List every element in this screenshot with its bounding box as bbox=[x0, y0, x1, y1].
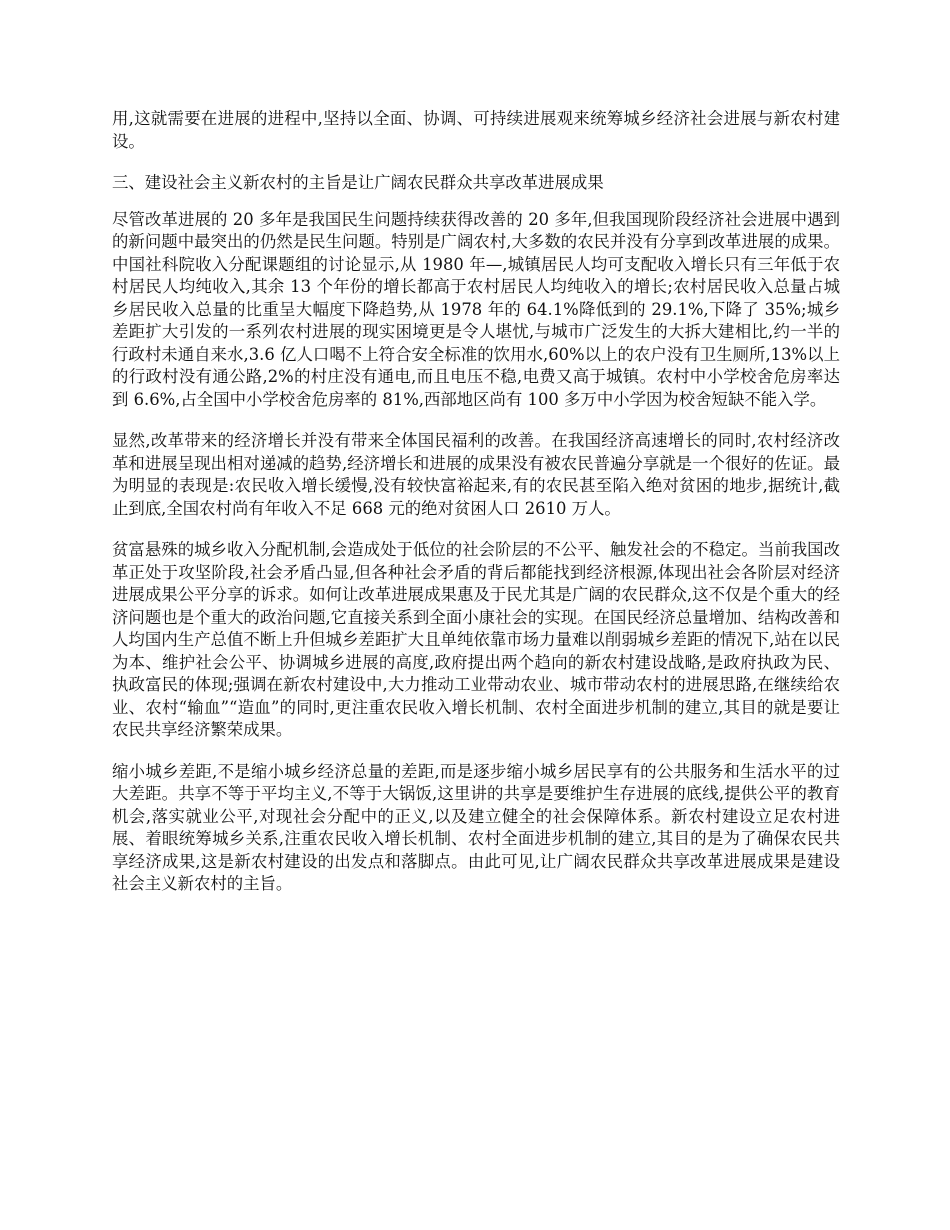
body-paragraph-3: 贫富悬殊的城乡收入分配机制,会造成处于低位的社会阶层的不公平、触发社会的不稳定。当前我国改革正处于攻坚阶段,社会矛盾凸显,但各种社会矛盾的背后都能找到经济根源,体现出社会各阶层对经济进展成果公平分享的诉求。如何让改革进展成果惠及于民尤其是广阔的农民群众,这不仅是个重大的经济问题也是个重大的政治问题,它直接关系到全面小康社会的实现。在国民经济总量增加、结构改善和人均国内生产总值不断上升但城乡差距扩大且单纯依靠市场力量难以削弱城乡差距的情况下,站在以民为本、维护社会公平、协调城乡进展的高度,政府提出两个趋向的新农村建设战略,是政府执政为民、执政富民的体现;强调在新农村建设中,大力推动工业带动农业、城市带动农村的进展思路,在继续给农业、农村“输血”“造血”的同时,更注重农民收入增长机制、农村全面进步机制的建立,其目的就是要让农民共享经济繁荣成果。 bbox=[112, 540, 840, 739]
continuation-paragraph: 用,这就需要在进展的进程中,坚持以全面、协调、可持续进展观来统筹城乡经济社会进展与新农村建设。 bbox=[112, 109, 840, 151]
section-heading: 三、建设社会主义新农村的主旨是让广阔农民群众共享改革进展成果 bbox=[112, 173, 604, 192]
body-paragraph-1: 尽管改革进展的 20 多年是我国民生问题持续获得改善的 20 多年,但我国现阶段经济社会进展中遇到的新问题中最突出的仍然是民生问题。特别是广阔农村,大多数的农民并没有分享到改革进展的成果。中国社科院收入分配课题组的讨论显示,从 1980 年—,城镇居民人均可支配收入增长只有三年低于农村居民人均纯收入,其余 13 个年份的增长都高于农村居民人均纯收入的增长;农村居民收入总量占城乡居民收入总量的比重呈大幅度下降趋势,从 1978 年的 64.1%降低到的 29.1%,下降了 35%;城乡差距扩大引发的一系列农村进展的现实困境更是令人堪忧,与城市广泛发生的大拆大建相比,约一半的行政村未通自来水,3.6 亿人口喝不上符合安全标准的饮用水,60%以上的农户没有卫生厕所,13%以上的行政村没有通公路,2%的村庄没有通电,而且电压不稳,电费又高于城镇。农村中小学校舍危房率达到 6.6%,占全国中小学校舍危房率的 81%,西部地区尚有 100 多万中小学因为校舍短缺不能入学。 bbox=[112, 209, 840, 409]
body-paragraph-4: 缩小城乡差距,不是缩小城乡经济总量的差距,而是逐步缩小城乡居民享有的公共服务和生活水平的过大差距。共享不等于平均主义,不等于大锅饭,这里讲的共享是要维护生存进展的底线,提供公平的教育机会,落实就业公平,对现社会分配中的正义,以及建立健全的社会保障体系。新农村建设立足农村进展、着眼统筹城乡关系,注重农民收入增长机制、农村全面进步机制的建立,其目的是为了确保农民共享经济成果,这是新农村建设的出发点和落脚点。由此可见,让广阔农民群众共享改革进展成果是建设社会主义新农村的主旨。 bbox=[112, 761, 840, 893]
body-paragraph-2: 显然,改革带来的经济增长并没有带来全体国民福利的改善。在我国经济高速增长的同时,农村经济改革和进展呈现出相对递减的趋势,经济增长和进展的成果没有被农民普遍分享就是一个很好的佐证。最为明显的表现是:农民收入增长缓慢,没有较快富裕起来,有的农民甚至陷入绝对贫困的地步,据统计,截止到底,全国农村尚有年收入不足 668 元的绝对贫困人口 2610 万人。 bbox=[112, 431, 840, 518]
